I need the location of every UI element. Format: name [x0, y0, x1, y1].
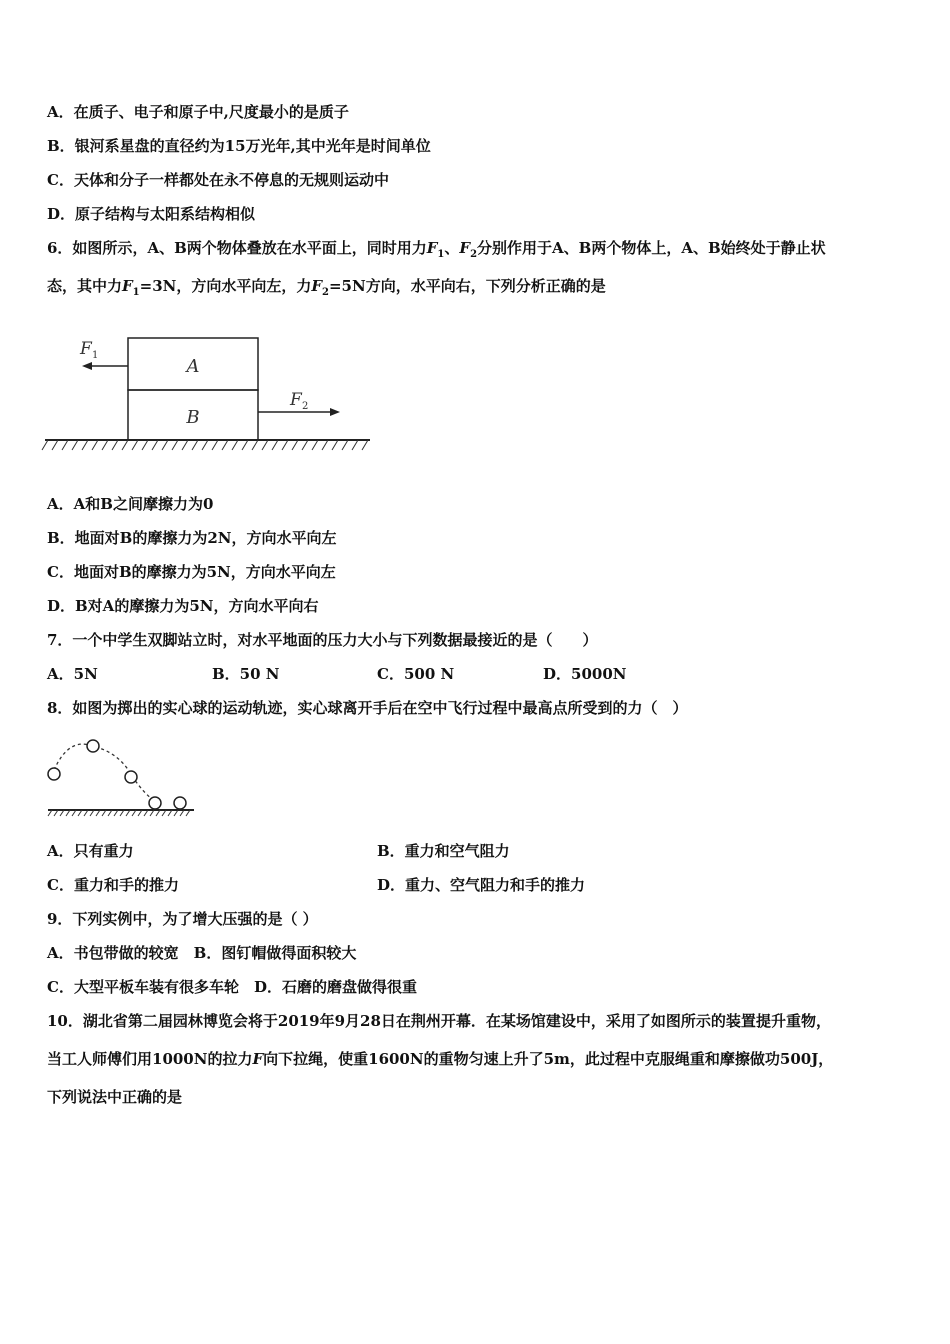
label-f2: F — [290, 390, 302, 410]
q8-option-d: D．重力、空气阻力和手的推力 — [377, 876, 586, 894]
q6-figure — [40, 330, 380, 455]
ball-3 — [125, 771, 137, 783]
q7-option-a: A．5N — [47, 665, 98, 683]
ball-trajectory-diagram — [44, 732, 199, 822]
q7-option-d: D．5000N — [543, 665, 627, 683]
q10-stem-line3: 下列说法中正确的是 — [47, 1088, 183, 1106]
q7-stem: 7．一个中学生双脚站立时，对水平地面的压力大小与下列数据最接近的是（ ） — [47, 631, 598, 649]
q5-option-c: C．天体和分子一样都处在永不停息的无规则运动中 — [47, 171, 389, 189]
q6-stem-line2: 态，其中力$F_1=3N$，方向水平向左，力$F_2=5N$方向，水平向右，下列分析正确的是 — [47, 277, 606, 298]
q8-option-c: C．重力和手的推力 — [47, 876, 179, 894]
ball-5 — [174, 797, 186, 809]
q6-option-c: C．地面对B的摩擦力为5N，方向水平向左 — [47, 563, 336, 581]
label-b: B — [186, 407, 200, 428]
q9-options-line1: A．书包带做的较宽 B．图钉帽做得面积较大 — [47, 944, 357, 962]
label-a: A — [186, 356, 200, 377]
q9-stem: 9．下列实例中，为了增大压强的是（ ） — [47, 910, 318, 928]
q8-option-a: A．只有重力 — [47, 842, 134, 860]
f1-arrowhead — [82, 362, 92, 370]
q10-stem-line2: 当工人师傅们用1000N的拉力F向下拉绳，使重1600N的重物匀速上升了5m，此过程中克服绳重和摩擦做功500J， — [47, 1050, 834, 1068]
q8-figure — [44, 732, 199, 822]
q7-option-c: C．500 N — [377, 665, 455, 683]
ball-1 — [48, 768, 60, 780]
stacked-blocks-diagram — [40, 330, 380, 455]
q5-option-a: A．在质子、电子和原子中,尺度最小的是质子 — [47, 103, 349, 121]
ball-2 — [87, 740, 99, 752]
label-f1: F — [80, 339, 92, 359]
ground-hatching — [42, 440, 368, 450]
q7-option-b: B．50 N — [212, 665, 280, 683]
q8-option-b: B．重力和空气阻力 — [377, 842, 510, 860]
f2-arrowhead — [330, 408, 340, 416]
q5-option-d: D．原子结构与太阳系结构相似 — [47, 205, 256, 223]
q10-stem-line1: 10．湖北省第二届园林博览会将于2019年9月28日在荆州开幕．在某场馆建设中，采用了如图所示的装置提升重物， — [47, 1012, 831, 1030]
trajectory-path — [54, 744, 156, 802]
q5-option-b: B．银河系星盘的直径约为15万光年,其中光年是时间单位 — [47, 137, 431, 155]
q6-option-a: A．A和B之间摩擦力为0 — [47, 495, 214, 513]
label-f2-sub: 2 — [302, 401, 309, 412]
q8-stem: 8．如图为掷出的实心球的运动轨迹，实心球离开手后在空中飞行过程中最高点所受到的力（ ） — [47, 699, 688, 717]
q6-option-d: D．B对A的摩擦力为5N，方向水平向右 — [47, 597, 319, 615]
label-f1-sub: 1 — [92, 350, 99, 361]
ball-4 — [149, 797, 161, 809]
q6-stem-line1: 6．如图所示，A、B两个物体叠放在水平面上，同时用力$F_1$、$F_2$分别作用于A、B两个物体上，A、B始终处于静止状 — [47, 239, 826, 260]
q6-option-b: B．地面对B的摩擦力为2N，方向水平向左 — [47, 529, 337, 547]
q9-options-line2: C．大型平板车装有很多车轮 D．石磨的磨盘做得很重 — [47, 978, 417, 996]
